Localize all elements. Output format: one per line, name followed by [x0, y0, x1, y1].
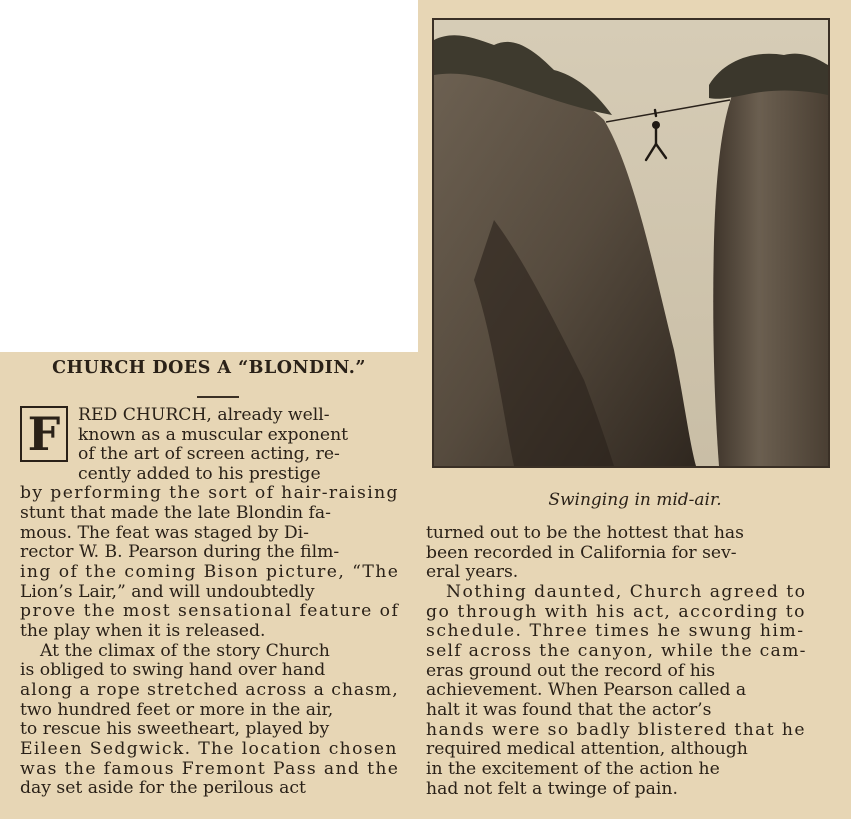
left-line-16: two hundred feet or more in the air,	[20, 699, 334, 720]
left-line-5: by performing the sort of hair-raising	[20, 483, 399, 503]
left-line-12: the play when it is released.	[20, 621, 266, 641]
right-line-1: turned out to be the hottest that has	[426, 523, 744, 543]
left-line-10: Lion’s Lair,” and will undoubtedly	[20, 581, 315, 602]
article-headline: CHURCH DOES A “BLONDIN.”	[52, 358, 366, 378]
left-line-7: mous. The feat was staged by Di-	[20, 522, 309, 543]
right-line-13: in the excitement of the action he	[426, 759, 720, 779]
left-line-1: RED CHURCH, already well-	[78, 405, 330, 425]
canyon-photo	[432, 18, 830, 468]
left-line-6: stunt that made the late Blondin fa-	[20, 503, 331, 523]
right-line-3: eral years.	[426, 562, 519, 582]
right-line-10: halt it was found that the actor’s	[426, 700, 712, 720]
right-line-7: self across the canyon, while the cam-	[426, 641, 807, 661]
left-line-15: along a rope stretched across a chasm,	[20, 680, 399, 700]
right-line-12: required medical attention, although	[426, 739, 748, 759]
left-line-18: Eileen Sedgwick. The location chosen	[20, 739, 398, 759]
left-line-13: At the climax of the story Church	[40, 640, 330, 661]
headline-divider	[197, 396, 239, 398]
right-line-11: hands were so badly blistered that he	[426, 719, 806, 740]
left-line-17: to rescue his sweetheart, played by	[20, 719, 330, 739]
left-line-19: was the famous Fremont Pass and the	[20, 758, 400, 779]
right-line-14: had not felt a twinge of pain.	[426, 778, 678, 799]
right-line-4: Nothing daunted, Church agreed to	[446, 582, 807, 602]
drop-cap-letter: F	[27, 407, 61, 461]
left-line-14: is obliged to swing hand over hand	[20, 660, 326, 680]
left-line-20: day set aside for the perilous act	[20, 778, 306, 798]
left-line-2: known as a muscular exponent	[78, 424, 349, 445]
left-line-11: prove the most sensational feature of	[20, 601, 400, 621]
left-line-3: of the art of screen acting, re-	[78, 444, 340, 464]
left-line-9: ing of the coming Bison picture, “The	[20, 562, 400, 582]
right-line-5: go through with his act, according to	[426, 601, 807, 622]
left-line-4: cently added to his prestige	[78, 463, 321, 484]
drop-cap	[20, 406, 68, 462]
left-line-8: rector W. B. Pearson during the film-	[20, 542, 340, 562]
right-line-9: achievement. When Pearson called a	[426, 680, 747, 700]
right-line-8: eras ground out the record of his	[426, 660, 716, 681]
right-line-2: been recorded in California for sev-	[426, 542, 737, 563]
photo-caption: Swinging in mid-air.	[548, 490, 722, 510]
right-line-6: schedule. Three times he swung him-	[426, 621, 805, 641]
canyon-photo-illustration	[434, 20, 828, 466]
